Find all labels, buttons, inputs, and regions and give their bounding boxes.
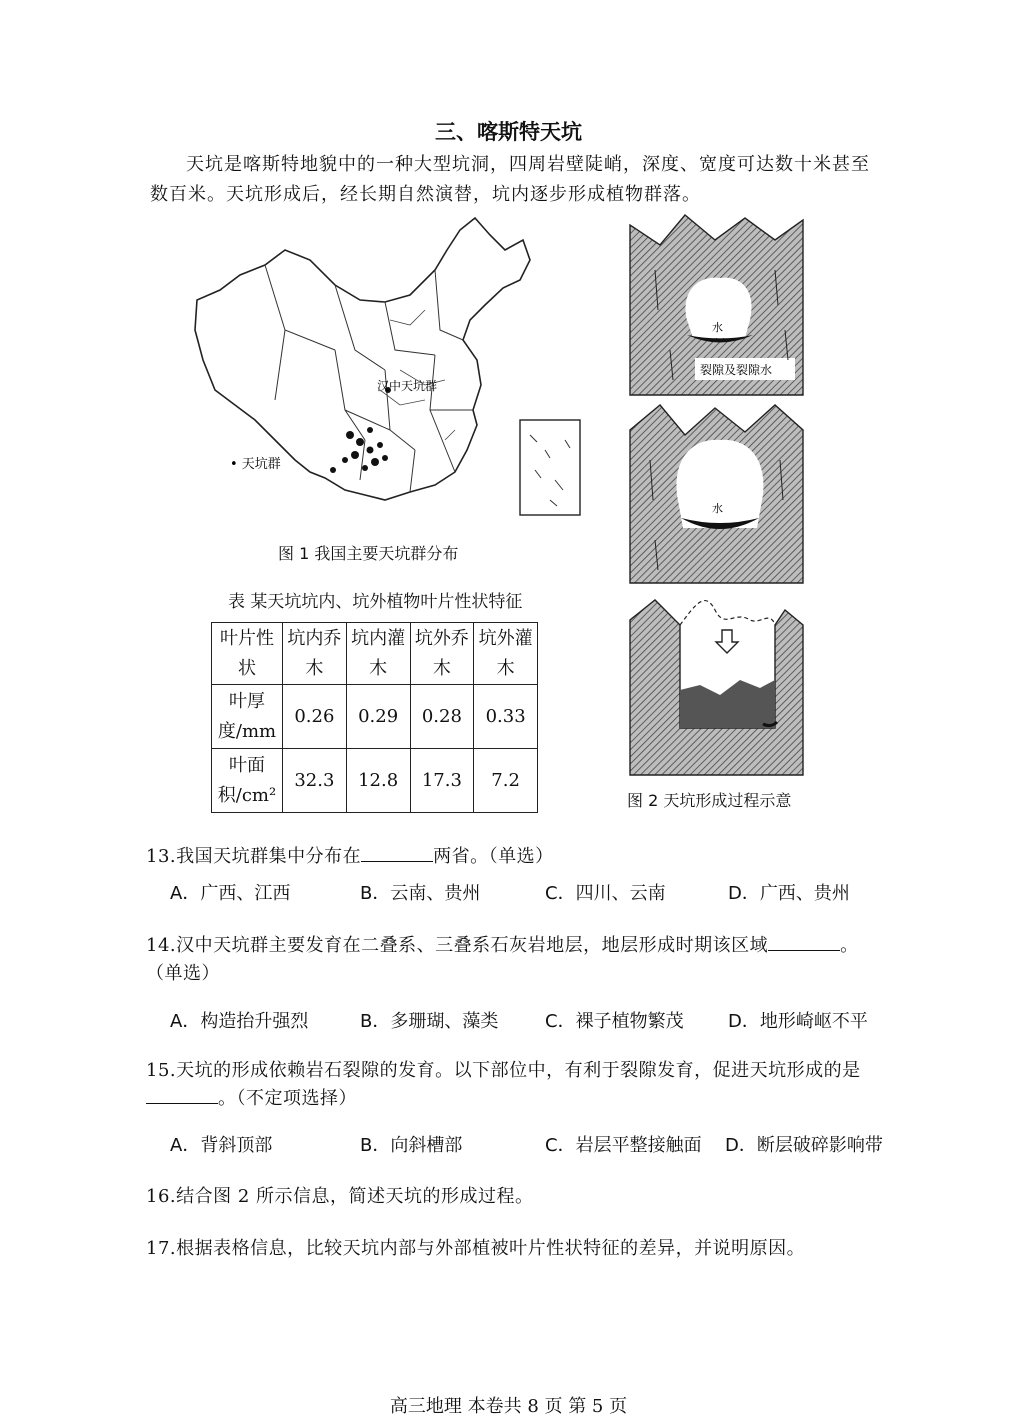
row-label: 叶厚度/mm: [212, 685, 283, 749]
question-13: 13.我国天坑群集中分布在 两省。（单选）: [146, 843, 554, 871]
table-cell: 7.2: [474, 749, 538, 813]
section-title: 三、喀斯特天坑: [435, 120, 582, 144]
figure1-caption: 图 1 我国主要天坑群分布: [278, 544, 459, 563]
option[interactable]: D．断层破碎影响带: [725, 1135, 883, 1156]
question-13-options: [170, 879, 870, 905]
sinkhole-formation-figure: [625, 210, 810, 785]
leaf-trait-table: [211, 622, 538, 813]
header-cell: 坑外灌木: [474, 623, 538, 685]
question-17: 17.根据表格信息，比较天坑内部与外部植被叶片性状特征的差异，并说明原因。: [146, 1238, 806, 1259]
svg-text:水: 水: [712, 321, 723, 334]
option[interactable]: B．云南、贵州: [360, 883, 481, 904]
svg-text:裂隙及裂隙水: 裂隙及裂隙水: [700, 363, 773, 377]
answer-blank: [768, 932, 840, 951]
answer-blank: [146, 1085, 218, 1104]
table-cell: 0.29: [346, 685, 410, 749]
china-map-figure: [185, 210, 585, 520]
table-cell: 0.28: [410, 685, 474, 749]
question-15-options: [170, 1131, 890, 1157]
question-15: 15.天坑的形成依赖岩石裂隙的发育。以下部位中，有利于裂隙发育，促进天坑形成的是。（不定项选择）: [146, 1060, 861, 1109]
option[interactable]: C．岩层平整接触面: [545, 1135, 702, 1156]
option[interactable]: A．广西、江西: [170, 883, 291, 904]
south-china-sea-inset: [520, 420, 580, 515]
figure2-caption: 图 2 天坑形成过程示意: [627, 791, 792, 810]
table-cell: 17.3: [410, 749, 474, 813]
question-14: 14.汉中天坑群主要发育在二叠系、三叠系石灰岩地层，地层形成时期该区域 。（单选）: [146, 932, 881, 988]
table-title: 表 某天坑坑内、坑外植物叶片性状特征: [228, 592, 523, 612]
table-cell: 12.8: [346, 749, 410, 813]
table-cell: 0.33: [474, 685, 538, 749]
option[interactable]: A．背斜顶部: [170, 1135, 273, 1156]
svg-text:水: 水: [712, 502, 723, 515]
page-footer: 高三地理 本卷共 8 页 第 5 页: [389, 1396, 628, 1417]
option[interactable]: D．地形崎岖不平: [728, 1011, 868, 1032]
header-cell: 坑内灌木: [346, 623, 410, 685]
collapse-debris: [680, 680, 775, 728]
option[interactable]: A．构造抬升强烈: [170, 1011, 309, 1032]
option[interactable]: C．四川、云南: [545, 883, 666, 904]
header-cell: 坑内乔木: [283, 623, 347, 685]
hanzhong-label: 汉中天坑群: [377, 379, 438, 393]
header-cell: 叶片性状: [212, 623, 283, 685]
table-cell: 0.26: [283, 685, 347, 749]
intro-paragraph: 天坑是喀斯特地貌中的一种大型坑洞，四周岩壁陡峭，深度、宽度可达数十米甚至数百米。天坑形成后，经长期自然演替，坑内逐步形成植物群落。: [150, 154, 870, 205]
option[interactable]: B．向斜槽部: [360, 1135, 463, 1156]
option[interactable]: B．多珊瑚、藻类: [360, 1011, 499, 1032]
option[interactable]: D．广西、贵州: [728, 883, 850, 904]
table-header-row: [212, 623, 538, 685]
option[interactable]: C．裸子植物繁茂: [545, 1011, 684, 1032]
down-arrow-icon: [716, 630, 738, 653]
row-label: 叶面积/cm²: [212, 749, 283, 813]
table-row: [212, 749, 538, 813]
question-16: 16.结合图 2 所示信息，简述天坑的形成过程。: [146, 1186, 534, 1207]
table-row: [212, 685, 538, 749]
answer-blank: [361, 843, 433, 862]
stage3-rock: [630, 600, 803, 775]
legend-tiankeng: • 天坑群: [230, 457, 281, 472]
question-14-options: [170, 1007, 870, 1033]
collapsed-roof-dashed: [680, 601, 775, 625]
header-cell: 坑外乔木: [410, 623, 474, 685]
table-cell: 32.3: [283, 749, 347, 813]
